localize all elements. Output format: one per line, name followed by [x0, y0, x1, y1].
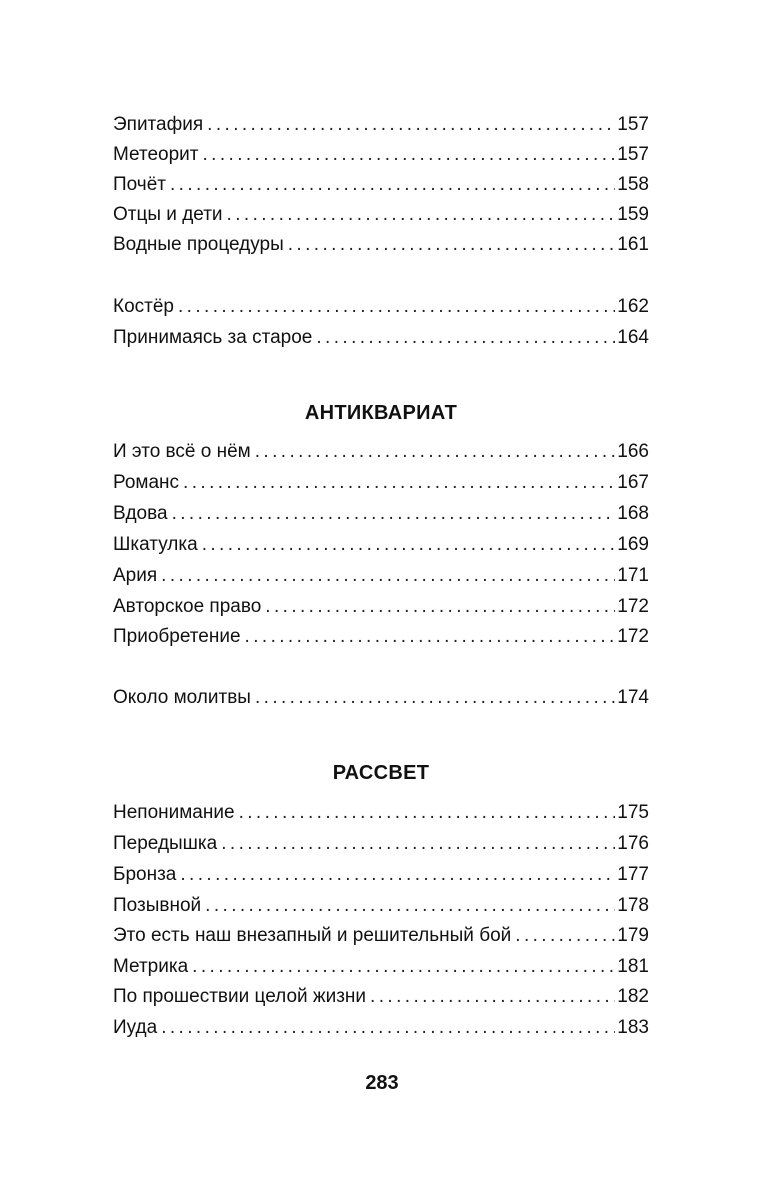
toc-entry-title: Непонимание — [113, 802, 235, 823]
page-number: 283 — [365, 1072, 399, 1094]
toc-entry — [113, 499, 649, 529]
toc-entry-page: 157 — [617, 114, 649, 135]
toc-entry — [113, 170, 649, 200]
toc-entry-title: И это всё о нём — [113, 441, 251, 462]
toc-entry — [113, 683, 649, 713]
toc-entry-page: 174 — [617, 687, 649, 708]
dot-leader — [170, 170, 615, 200]
toc-entry — [113, 292, 649, 322]
toc-entry — [113, 891, 649, 921]
dot-leader — [239, 798, 616, 828]
dot-leader — [178, 292, 615, 322]
toc-entry — [113, 1013, 649, 1043]
toc-entry-page: 161 — [617, 234, 649, 255]
toc-entry-title: Метрика — [113, 956, 189, 977]
section-heading: РАССВЕТ — [332, 762, 430, 784]
toc-entry-title: Авторское право — [113, 596, 262, 617]
toc-entry — [113, 437, 649, 467]
section-heading: АНТИКВАРИАТ — [304, 402, 458, 424]
toc-entry-title: Костёр — [113, 296, 174, 317]
dot-leader — [180, 860, 615, 890]
toc-entry-page: 178 — [617, 895, 649, 916]
toc-entry-page: 159 — [617, 204, 649, 225]
toc-entry-page: 182 — [617, 986, 649, 1007]
toc-entry-title: Это есть наш внезапный и решительный бой — [113, 925, 512, 946]
toc-entry — [113, 561, 649, 591]
dot-leader — [288, 230, 616, 260]
toc-entry-title: Вдова — [113, 503, 168, 524]
dot-leader — [172, 499, 616, 529]
dot-leader — [161, 1013, 615, 1043]
toc-entry-title: Отцы и дети — [113, 204, 223, 225]
toc-entry-title: Метеорит — [113, 144, 199, 165]
toc-entry-page: 158 — [617, 174, 649, 195]
toc-entry-page: 167 — [617, 472, 649, 493]
dot-leader — [202, 530, 616, 560]
dot-leader — [202, 140, 615, 170]
toc-entry-title: Приобретение — [113, 626, 241, 647]
toc-entry — [113, 829, 649, 859]
dot-leader — [245, 622, 616, 652]
dot-leader — [221, 829, 615, 859]
toc-entry-title: Эпитафия — [113, 114, 204, 135]
toc-entry-page: 168 — [617, 503, 649, 524]
toc-entry-page: 177 — [617, 864, 649, 885]
toc-entry-page: 172 — [617, 596, 649, 617]
dot-leader — [316, 323, 615, 353]
toc-entry — [113, 468, 649, 498]
toc-entry-title: Позывной — [113, 895, 202, 916]
dot-leader — [183, 468, 615, 498]
toc-entry-title: Бронза — [113, 864, 177, 885]
dot-leader — [265, 592, 615, 622]
toc-entry-page: 169 — [617, 534, 649, 555]
toc-entry-title: Около молитвы — [113, 687, 251, 708]
toc-entry-title: Иуда — [113, 1017, 158, 1038]
toc-entry-title: Водные процедуры — [113, 234, 284, 255]
toc-entry — [113, 323, 649, 353]
dot-leader — [205, 891, 615, 921]
toc-entry-title: Ария — [113, 565, 158, 586]
toc-entry-title: По прошествии целой жизни — [113, 986, 367, 1007]
toc-entry-page: 157 — [617, 144, 649, 165]
toc-entry — [113, 952, 649, 982]
toc-entry — [113, 921, 649, 951]
toc-entry — [113, 110, 649, 140]
toc-entry-page: 179 — [617, 925, 649, 946]
toc-entry-page: 172 — [617, 626, 649, 647]
toc-entry-page: 171 — [617, 565, 649, 586]
dot-leader — [227, 200, 616, 230]
toc-entry — [113, 230, 649, 260]
toc-entry — [113, 140, 649, 170]
dot-leader — [207, 110, 615, 140]
toc-entry-title: Принимаясь за старое — [113, 327, 313, 348]
toc-entry-title: Романс — [113, 472, 180, 493]
dot-leader — [161, 561, 615, 591]
toc-entry-page: 162 — [617, 296, 649, 317]
toc-entry-page: 164 — [617, 327, 649, 348]
toc-entry-page: 166 — [617, 441, 649, 462]
dot-leader — [370, 982, 615, 1012]
toc-entry-title: Передышка — [113, 833, 218, 854]
toc-entry — [113, 592, 649, 622]
toc-entry — [113, 798, 649, 828]
toc-entry-page: 175 — [617, 802, 649, 823]
toc-entry — [113, 982, 649, 1012]
toc-entry-page: 176 — [617, 833, 649, 854]
toc-entry-page: 183 — [617, 1017, 649, 1038]
dot-leader — [515, 921, 615, 951]
toc-entry — [113, 622, 649, 652]
toc-entry-title: Шкатулка — [113, 534, 198, 555]
dot-leader — [255, 683, 615, 713]
toc-entry — [113, 860, 649, 890]
toc-entry-page: 181 — [617, 956, 649, 977]
toc-entry — [113, 200, 649, 230]
toc-entry-title: Почёт — [113, 174, 166, 195]
dot-leader — [192, 952, 615, 982]
dot-leader — [255, 437, 616, 467]
toc-entry — [113, 530, 649, 560]
